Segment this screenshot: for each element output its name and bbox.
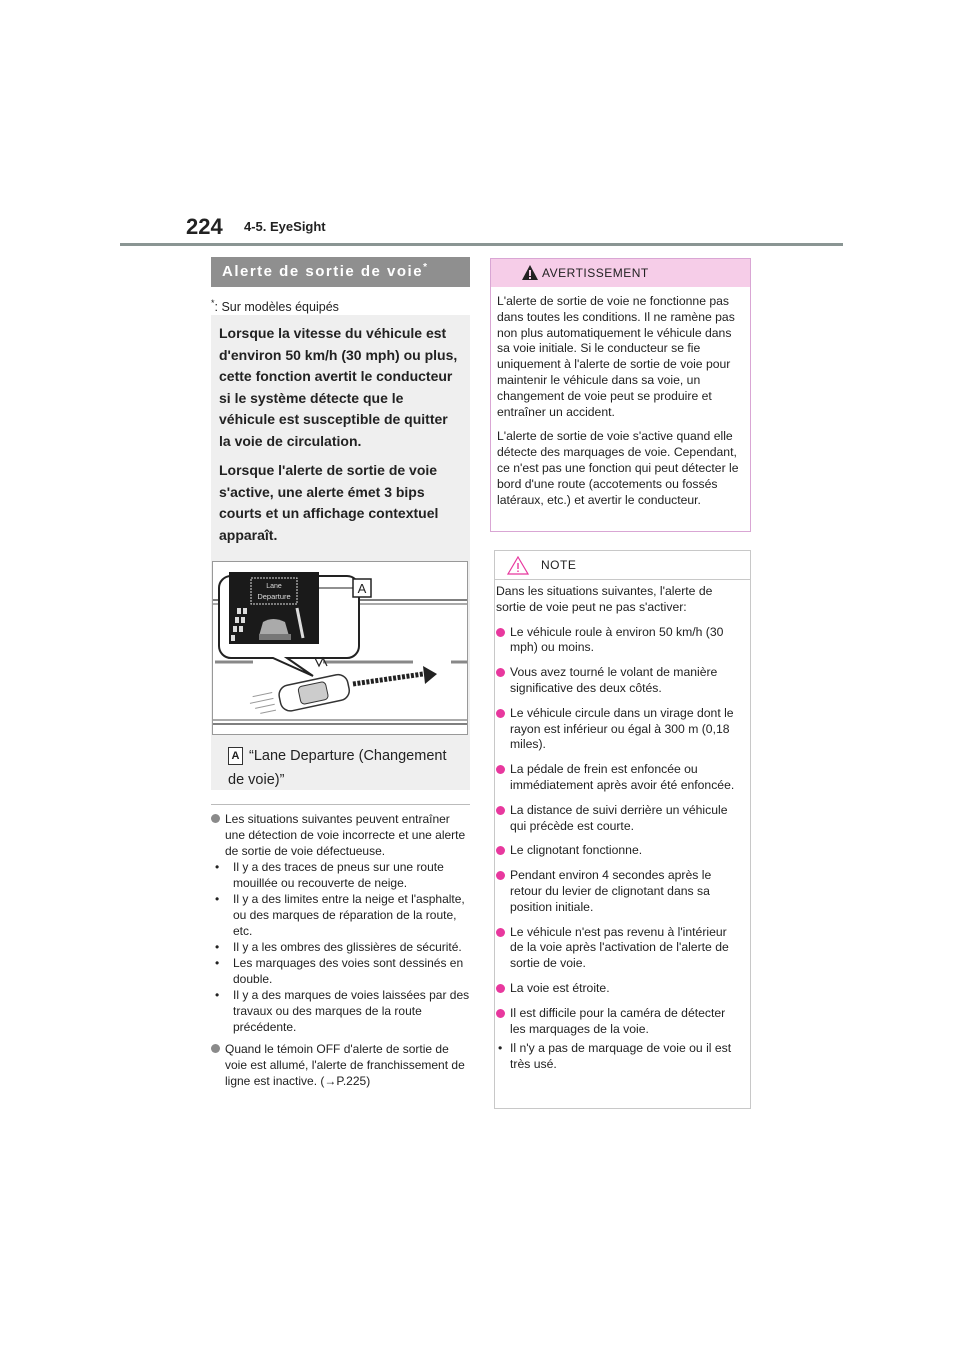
note-item: La pédale de frein est enfoncée ou immédiatement après avoir été enfoncée. [496,762,742,794]
note-item: Vous avez tourné le volant de manière significative des deux côtés. [496,665,742,697]
note-sub-item: • Il n'y a pas de marquage de voie ou il est très usé. [498,1041,732,1072]
list-item: Les situations suivantes peuvent entraîner une détection de voie incorrecte et une alerte de sortie de voie défectueuse. • Il y a des traces de pneus sur une route mouillée ou recouverte de neige. • Il y a des limites entre la neige et l'asphalte, ou des marques de réparation de la route, etc. • Il y a les ombres des glissières de sécurité. • Les marquages des voies sont dessinés en double. • Il y a des marques de voies laissées par des travaux ou des marques de la route précédente. [211,811,471,1035]
sub-list-item: • Il y a des marques de voies laissées par des travaux ou des marques de la route précédente. [215,988,470,1034]
note-title: NOTE [541,558,577,572]
bullet-dot-icon [496,806,505,815]
page-number: 224 [186,214,223,239]
sub-list-item: • Il y a les ombres des glissières de sécurité. [215,940,462,954]
sub-list-item: • Les marquages des voies sont dessinés en double. [215,956,464,986]
bullet-dot-icon [496,709,505,718]
lane-departure-illustration [212,561,468,735]
sub-list-item: • Il y a des traces de pneus sur une route mouillée ou recouverte de neige. [215,860,444,890]
title-asterisk: * [423,262,429,273]
note-item: Il est difficile pour la caméra de détecter les marquages de la voie. [496,1006,742,1038]
display-text-line2: Departure [257,592,291,601]
note-item: La distance de suivi derrière un véhicule qui précède est courte. [496,803,742,835]
figure-label-a: A [357,581,367,596]
warning-title: AVERTISSEMENT [542,266,649,280]
bullet-dot-icon [496,984,505,993]
feature-title: Alerte de sortie de voie* [222,262,429,280]
summary-paragraph: Lorsque l'alerte de sortie de voie s'active, une alerte émet 3 bips courts et un affichage contextuel apparaît. [219,462,439,543]
note-box [494,550,751,1109]
list-item: Quand le témoin OFF d'alerte de sortie de voie est allumé, l'alerte de franchissement de ligne est inactive. (→P.225) [211,1041,471,1089]
bullet-dot-icon [496,1009,505,1018]
footnote: *: Sur modèles équipés [211,298,339,315]
note-item: La voie est étroite. [496,981,742,997]
caution-triangle-icon [507,556,529,575]
warning-box [490,258,751,532]
callout-label-a: A [228,747,243,765]
display-text-line1: Lane [266,583,282,590]
warning-triangle-icon [521,264,539,281]
note-item: Le véhicule circule dans un virage dont le rayon est inférieur ou égal à 300 m (0,18 miles). [496,706,742,753]
warning-paragraph: L'alerte de sortie de voie ne fonctionne pas dans toutes les conditions. Il ne ramène pas non plus automatiquement le véhicule dans sa voie initiale. Si le conducteur se fie uniquement à l'alerte de sortie de voie pour maintenir le véhicule dans sa voie, un changement de voie peut se produire et entraîner un accident. [497,294,735,419]
feature-title-bar [211,257,470,287]
left-notes-list [211,811,471,1095]
summary-paragraph: Lorsque la vitesse du véhicule est d'environ 50 km/h (30 mph) ou plus, cette fonction avertit le conducteur si le système détecte que le véhicule est susceptible de quitter la voie de circulation. [219,325,458,449]
bullet-dot-icon [211,814,220,823]
bullet-dot-icon [211,1044,220,1053]
warning-body [497,294,745,517]
note-header [495,551,750,580]
bullet-dot-icon [496,628,505,637]
warning-paragraph: L'alerte de sortie de voie s'active quand elle détecte des marquages de voie. Cependant, ce n'est pas une fonction qui peut détecter le bord d'une route (accotements ou fossés latéraux, etc.) et avertir le conducteur. [497,429,739,507]
note-item: Le clignotant fonctionne. [496,843,742,859]
bullet-dot-icon [496,928,505,937]
warning-header [491,259,750,287]
note-item: Le véhicule roule à environ 50 km/h (30 mph) ou moins. [496,625,742,657]
bullet-dot-icon [496,846,505,855]
callout-text: “Lane Departure (Changement de voie)” [228,748,447,788]
bullet-dot-icon [496,668,505,677]
divider [211,804,470,805]
note-intro: Dans les situations suivantes, l'alerte de sortie de voie peut ne pas s'activer: [496,584,713,614]
note-item: Le véhicule n'est pas revenu à l'intérieur de la voie après l'activation de l'alerte de sortie de voie. [496,925,742,972]
note-body [496,584,742,1073]
figure-callout [228,744,458,792]
footnote-asterisk: * [211,298,215,308]
sub-list-item: • Il y a des limites entre la neige et l'asphalte, ou des marques de réparation de la route, etc. [215,892,465,938]
note-item: Pendant environ 4 secondes après le retour du levier de clignotant dans sa position initiale. [496,868,742,915]
header-rule [120,243,843,246]
section-title: 4-5. EyeSight [244,219,326,234]
bullet-dot-icon [496,871,505,880]
bullet-dot-icon [496,765,505,774]
